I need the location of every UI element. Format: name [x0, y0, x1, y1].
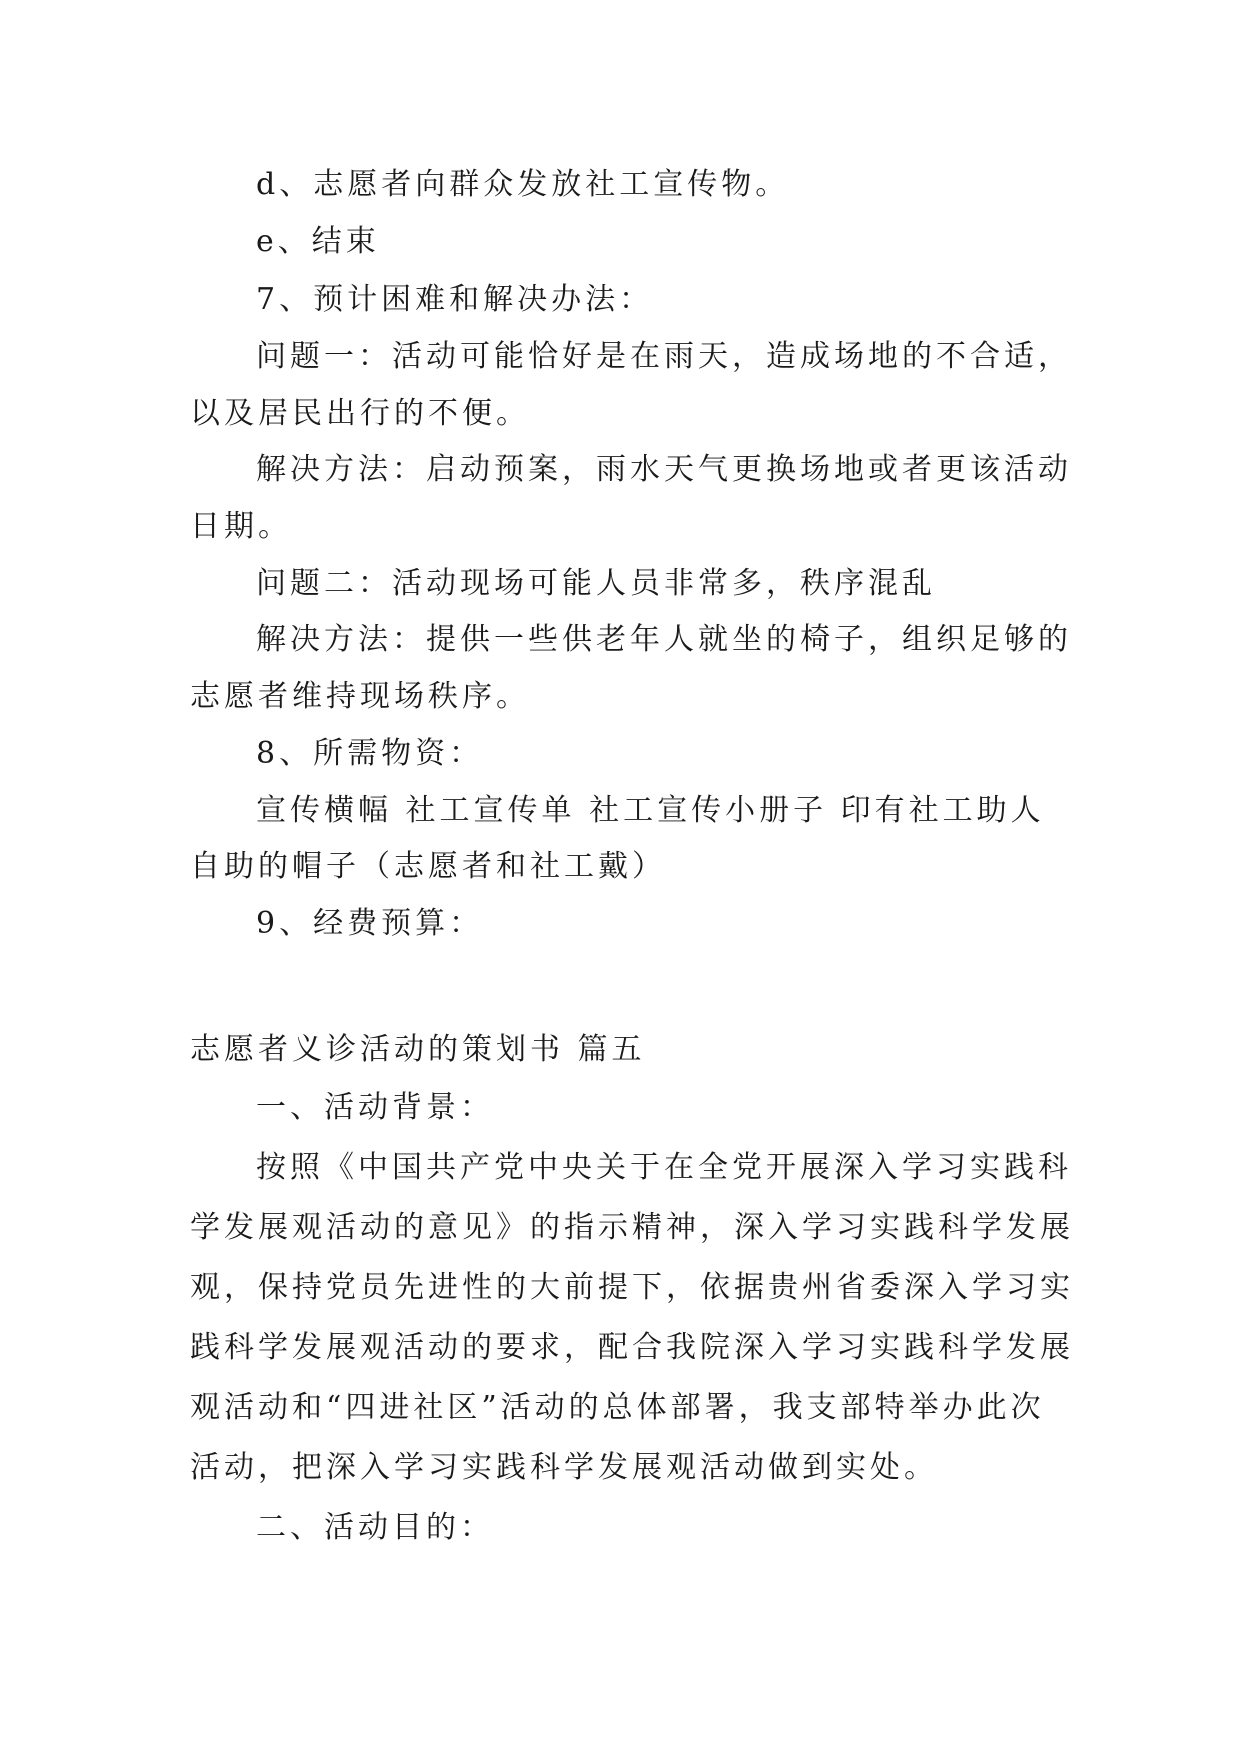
section-heading: 7、预计困难和解决办法： [256, 282, 654, 317]
text-line: 观，保持党员先进性的大前提下，依据贵州省委深入学习实 [190, 1270, 1074, 1305]
text-line: 观活动和“四进社区”活动的总体部署，我支部特举办此次 [190, 1390, 1045, 1425]
text-line: 以及居民出行的不便。 [190, 396, 530, 431]
section-heading: 8、所需物资： [256, 736, 484, 771]
text-line: 践科学发展观活动的要求，配合我院深入学习实践科学发展 [190, 1330, 1074, 1365]
section-heading: 一、活动背景： [256, 1090, 494, 1125]
text-line: 问题一：活动可能恰好是在雨天，造成场地的不合适， [256, 339, 1072, 374]
text-line: e、结束 [256, 224, 380, 259]
text-line: 学发展观活动的意见》的指示精神，深入学习实践科学发展 [190, 1210, 1074, 1245]
document-title: 志愿者义诊活动的策划书 篇五 [190, 1032, 646, 1067]
text-line: 自助的帽子（志愿者和社工戴） [190, 849, 666, 884]
text-line: 志愿者维持现场秩序。 [190, 679, 530, 714]
text-line: 解决方法：提供一些供老年人就坐的椅子，组织足够的 [256, 622, 1072, 657]
text-line: 活动，把深入学习实践科学发展观活动做到实处。 [190, 1450, 938, 1485]
text-line: 按照《中国共产党中央关于在全党开展深入学习实践科 [256, 1150, 1072, 1185]
text-line: 问题二：活动现场可能人员非常多，秩序混乱 [256, 566, 936, 601]
section-heading: 二、活动目的： [256, 1510, 494, 1545]
text-line: d、志愿者向群众发放社工宣传物。 [256, 167, 790, 202]
text-line: 宣传横幅 社工宣传单 社工宣传小册子 印有社工助人 [256, 793, 1045, 828]
text-line: 日期。 [190, 509, 292, 544]
section-heading: 9、经费预算： [256, 906, 484, 941]
text-line: 解决方法：启动预案，雨水天气更换场地或者更该活动 [256, 452, 1072, 487]
